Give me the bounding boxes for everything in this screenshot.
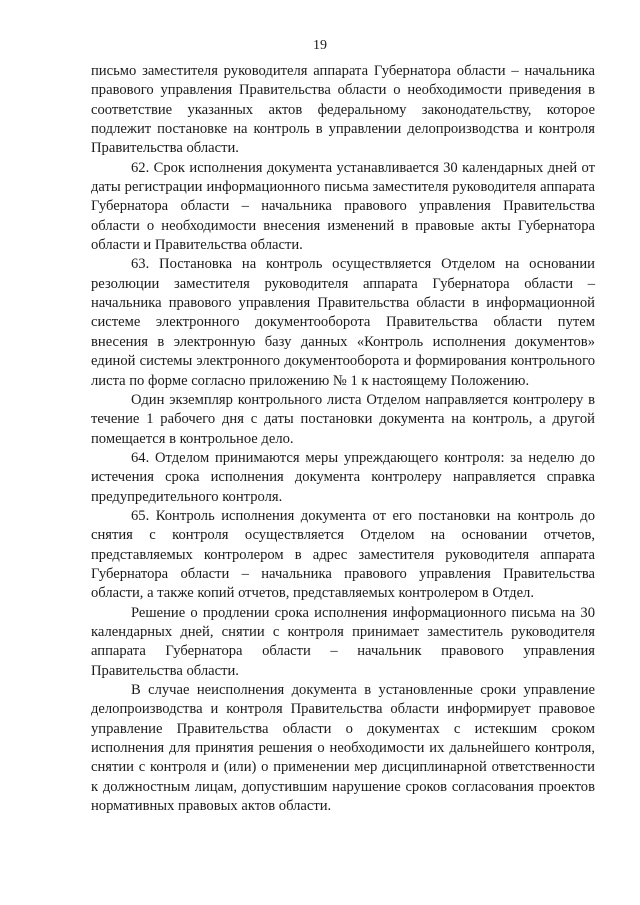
paragraph-continuation: письмо заместителя руководителя аппарата Губернатора области – начальника правового управления Правительства области о необходимости приведения в соответствие указанных актов федеральному законодательству, которое подлежит постановке на контроль в управлении делопроизводства и контроля Правительства области. (91, 63, 595, 157)
paragraph-63-registration: 63. Постановка на контроль осуществляется Отделом на основании резолюции заместителя руководителя аппарата Губернатора области – начальника правового управления Правительства области в информационной системе электронного документооборота Правительства области путем внесения в электронную базу данных «Контроль исполнения документов» единой системы электронного документооборота и формирования контрольного листа по форме согласно приложению № 1 к настоящему Положению. (91, 256, 595, 389)
paragraph-extension-decision: Решение о продлении срока исполнения информационного письма на 30 календарных дней, снятии с контроля принимает заместитель руководителя аппарата Губернатора области – начальник правового управления Правительства области. (91, 604, 595, 679)
page-number: 19 (313, 38, 327, 53)
paragraph-65-execution-control: 65. Контроль исполнения документа от его постановки на контроль до снятия с контроля осуществляется Отделом на основании отчетов, представляемых контролером в адрес заместителя руководителя аппарата Губернатора области – начальника правового управления Правительства области, а также копий отчетов, представляемых контролером в Отдел. (91, 507, 595, 602)
document-body (91, 62, 595, 816)
paragraph-64-preventive-control: 64. Отделом принимаются меры упреждающего контроля: за неделю до истечения срока исполнения документа контролеру направляется справка предупредительного контроля. (91, 449, 595, 505)
paragraph-non-execution: В случае неисполнения документа в установленные сроки управление делопроизводства и контроля Правительства области информирует правовое управление Правительства области о документах с истекшим сроком исполнения для принятия решения о необходимости их дальнейшего контроля, снятии с контроля и (или) о применении мер дисциплинарной ответственности к должностным лицам, допустившим нарушение сроков согласования проектов нормативных правовых актов области. (91, 682, 595, 815)
paragraph-control-sheet-copy: Один экземпляр контрольного листа Отделом направляется контролеру в течение 1 рабочего дня с даты постановки документа на контроль, а другой помещается в контрольное дело. (91, 391, 595, 447)
paragraph-62-deadline: 62. Срок исполнения документа устанавливается 30 календарных дней от даты регистрации информационного письма заместителя руководителя аппарата Губернатора области – начальника правового управления Правительства области о необходимости внесения изменений в правовые акты Губернатора области и Правительства области. (91, 159, 595, 254)
